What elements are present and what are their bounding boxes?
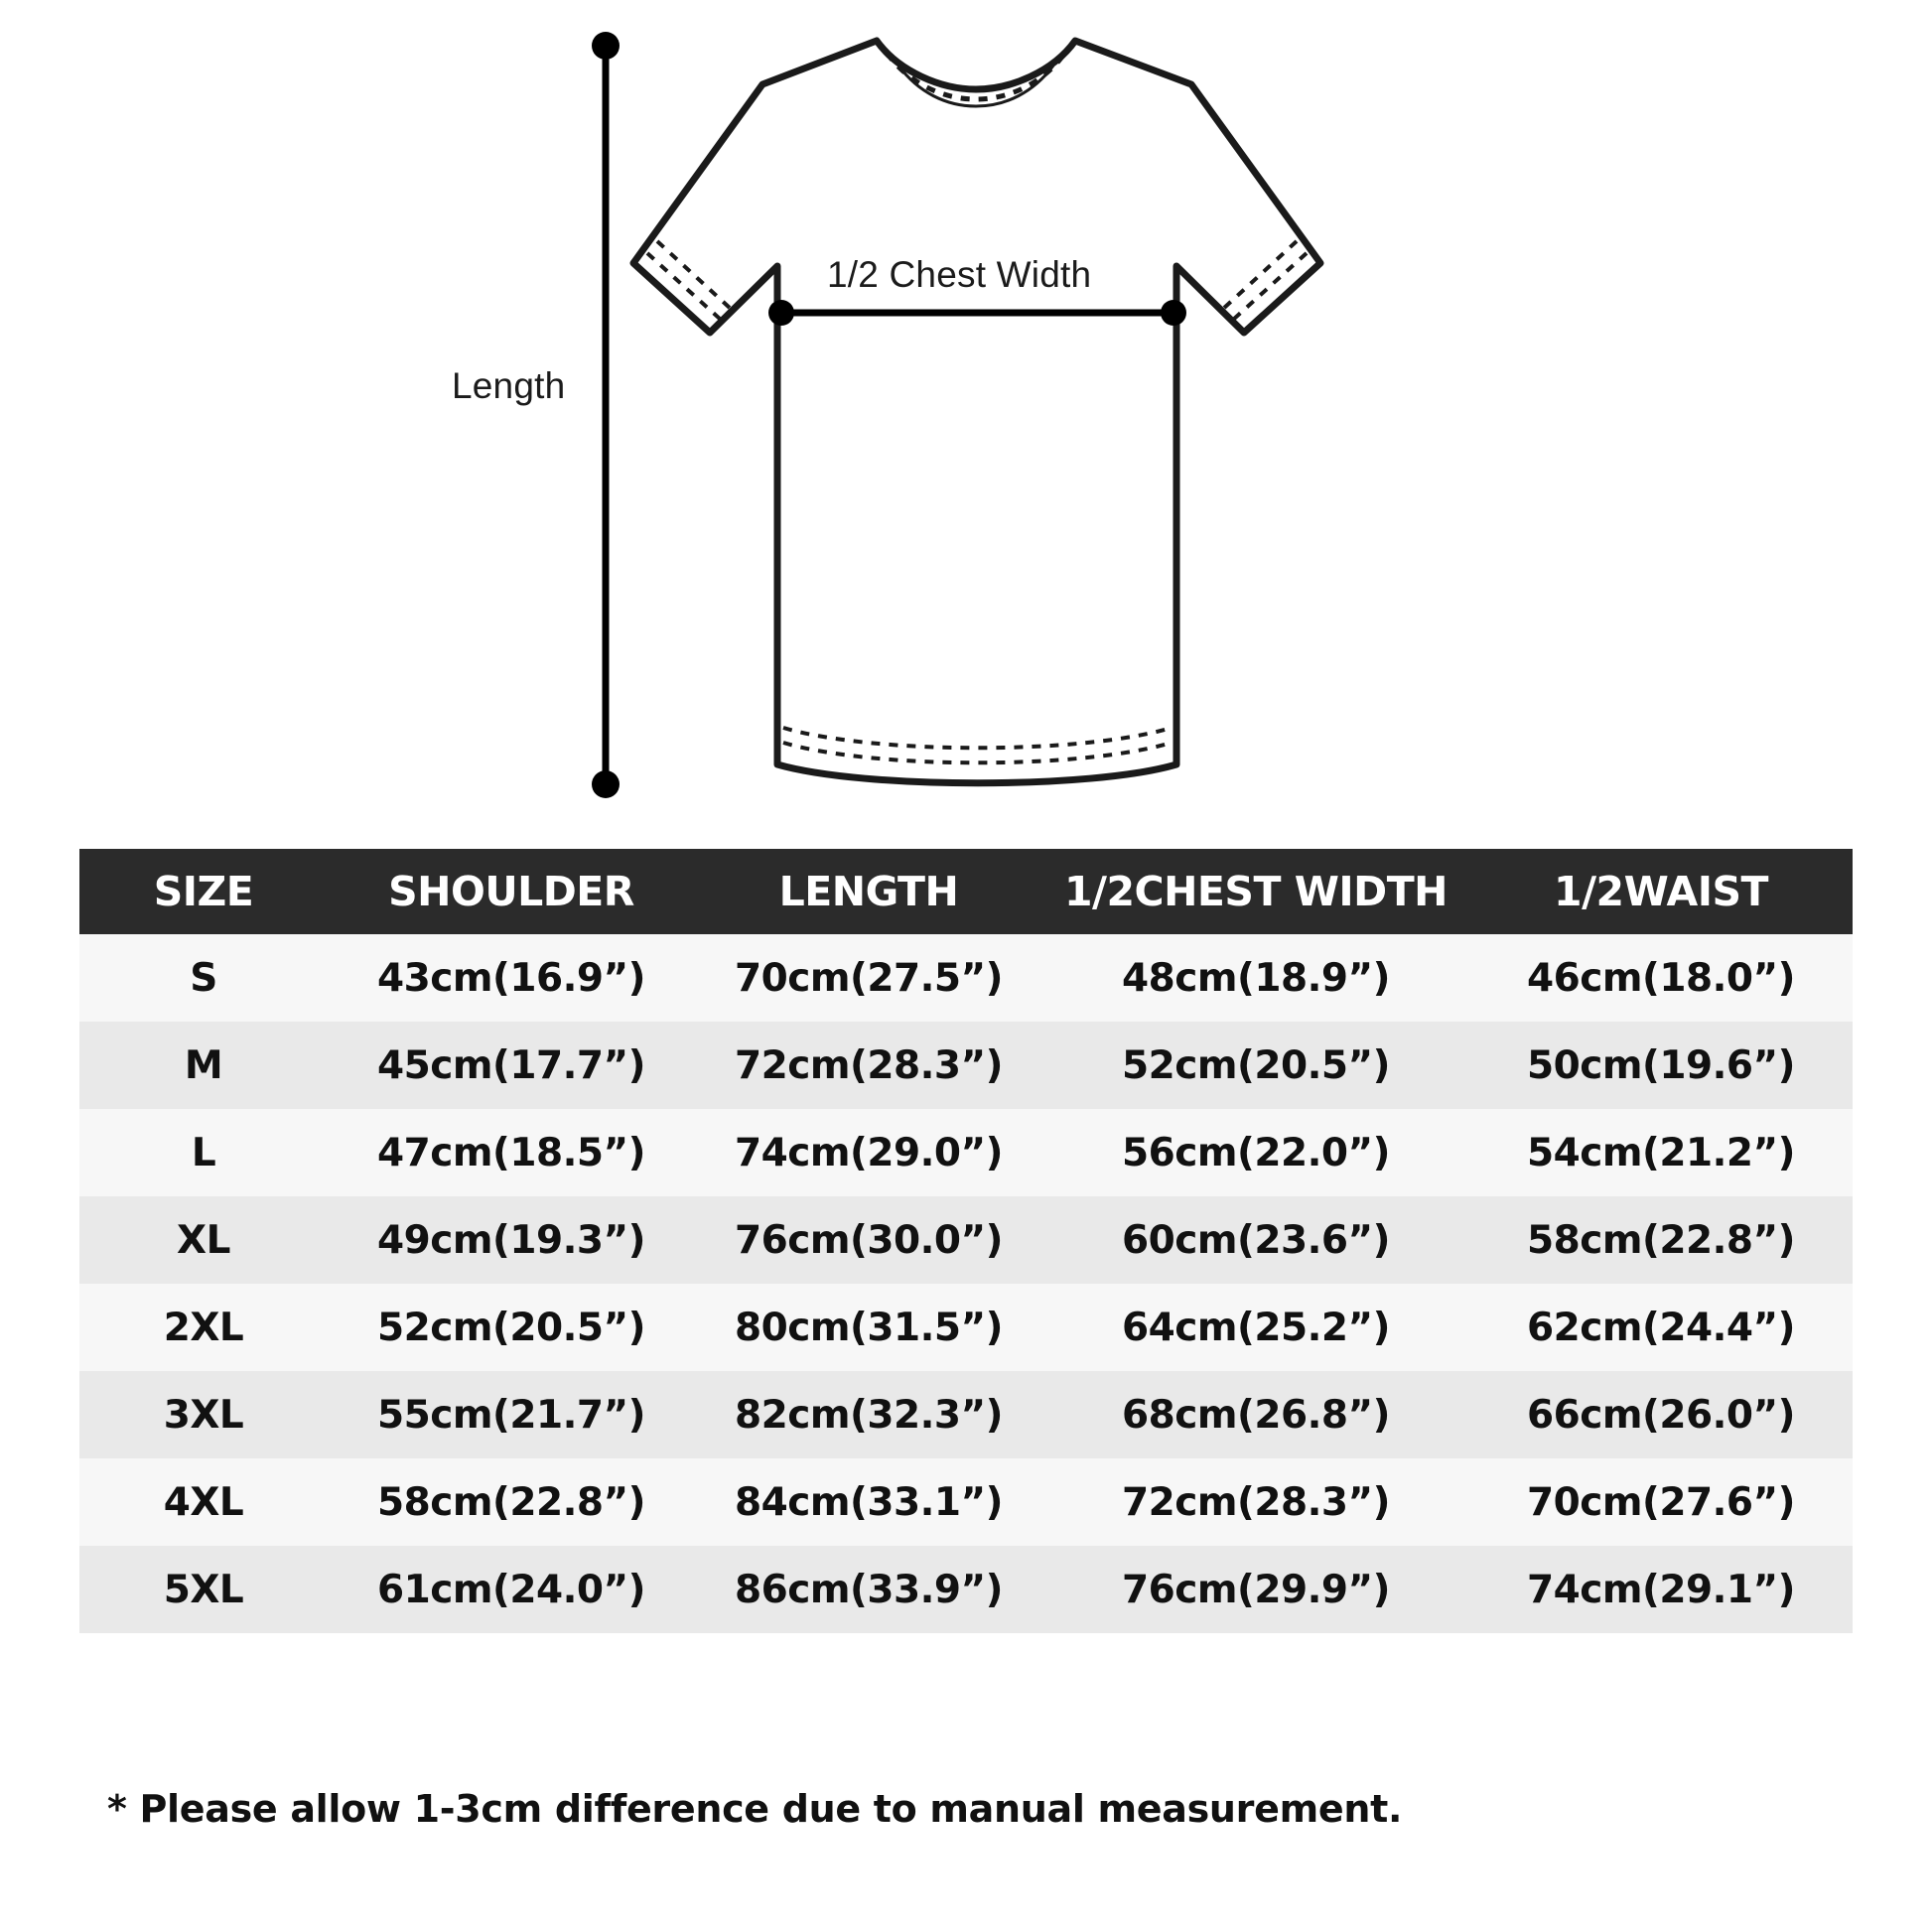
table-row [79, 1196, 1853, 1284]
cell-length: 70cm(27.5”) [695, 934, 1042, 1022]
table-row [79, 1109, 1853, 1196]
cell-waist: 58cm(22.8”) [1469, 1196, 1853, 1284]
cell-waist: 46cm(18.0”) [1469, 934, 1853, 1022]
cell-waist: 50cm(19.6”) [1469, 1022, 1853, 1109]
table-row [79, 1371, 1853, 1458]
cell-length: 76cm(30.0”) [695, 1196, 1042, 1284]
table-header-row [79, 849, 1853, 934]
cell-shoulder: 55cm(21.7”) [328, 1371, 695, 1458]
table-row [79, 1022, 1853, 1109]
cell-length: 74cm(29.0”) [695, 1109, 1042, 1196]
column-header-waist: 1/2WAIST [1469, 849, 1853, 934]
cell-shoulder: 43cm(16.9”) [328, 934, 695, 1022]
cell-chest: 60cm(23.6”) [1042, 1196, 1469, 1284]
cell-size: XL [79, 1196, 328, 1284]
cell-waist: 62cm(24.4”) [1469, 1284, 1853, 1371]
length-measure-arrow [592, 32, 620, 798]
cell-waist: 70cm(27.6”) [1469, 1458, 1853, 1546]
cell-shoulder: 49cm(19.3”) [328, 1196, 695, 1284]
cell-size: 3XL [79, 1371, 328, 1458]
cell-shoulder: 61cm(24.0”) [328, 1546, 695, 1633]
tshirt-outline [633, 41, 1320, 783]
column-header-chest: 1/2CHEST WIDTH [1042, 849, 1469, 934]
cell-size: M [79, 1022, 328, 1109]
cell-length: 84cm(33.1”) [695, 1458, 1042, 1546]
table-row [79, 1546, 1853, 1633]
column-header-size: SIZE [79, 849, 328, 934]
cell-waist: 66cm(26.0”) [1469, 1371, 1853, 1458]
table-header [79, 849, 1853, 934]
size-table-wrapper [79, 849, 1853, 1633]
cell-length: 80cm(31.5”) [695, 1284, 1042, 1371]
cell-chest: 64cm(25.2”) [1042, 1284, 1469, 1371]
size-table [79, 849, 1853, 1633]
cell-waist: 74cm(29.1”) [1469, 1546, 1853, 1633]
tshirt-diagram [0, 0, 1932, 832]
column-header-length: LENGTH [695, 849, 1042, 934]
cell-chest: 76cm(29.9”) [1042, 1546, 1469, 1633]
cell-size: S [79, 934, 328, 1022]
table-row [79, 1458, 1853, 1546]
cell-shoulder: 52cm(20.5”) [328, 1284, 695, 1371]
cell-chest: 56cm(22.0”) [1042, 1109, 1469, 1196]
tshirt-illustration [0, 0, 1932, 832]
cell-size: 2XL [79, 1284, 328, 1371]
cell-chest: 68cm(26.8”) [1042, 1371, 1469, 1458]
length-label: Length [452, 365, 566, 406]
table-body [79, 934, 1853, 1633]
cell-waist: 54cm(21.2”) [1469, 1109, 1853, 1196]
cell-size: 4XL [79, 1458, 328, 1546]
table-row [79, 1284, 1853, 1371]
cell-chest: 52cm(20.5”) [1042, 1022, 1469, 1109]
cell-length: 72cm(28.3”) [695, 1022, 1042, 1109]
cell-size: L [79, 1109, 328, 1196]
chest-width-label: 1/2 Chest Width [827, 254, 1092, 295]
cell-shoulder: 45cm(17.7”) [328, 1022, 695, 1109]
cell-chest: 72cm(28.3”) [1042, 1458, 1469, 1546]
cell-shoulder: 58cm(22.8”) [328, 1458, 695, 1546]
cell-chest: 48cm(18.9”) [1042, 934, 1469, 1022]
table-row [79, 934, 1853, 1022]
cell-shoulder: 47cm(18.5”) [328, 1109, 695, 1196]
cell-size: 5XL [79, 1546, 328, 1633]
cell-length: 82cm(32.3”) [695, 1371, 1042, 1458]
column-header-shoulder: SHOULDER [328, 849, 695, 934]
measurement-footnote: * Please allow 1-3cm difference due to manual measurement. [107, 1787, 1403, 1831]
cell-length: 86cm(33.9”) [695, 1546, 1042, 1633]
